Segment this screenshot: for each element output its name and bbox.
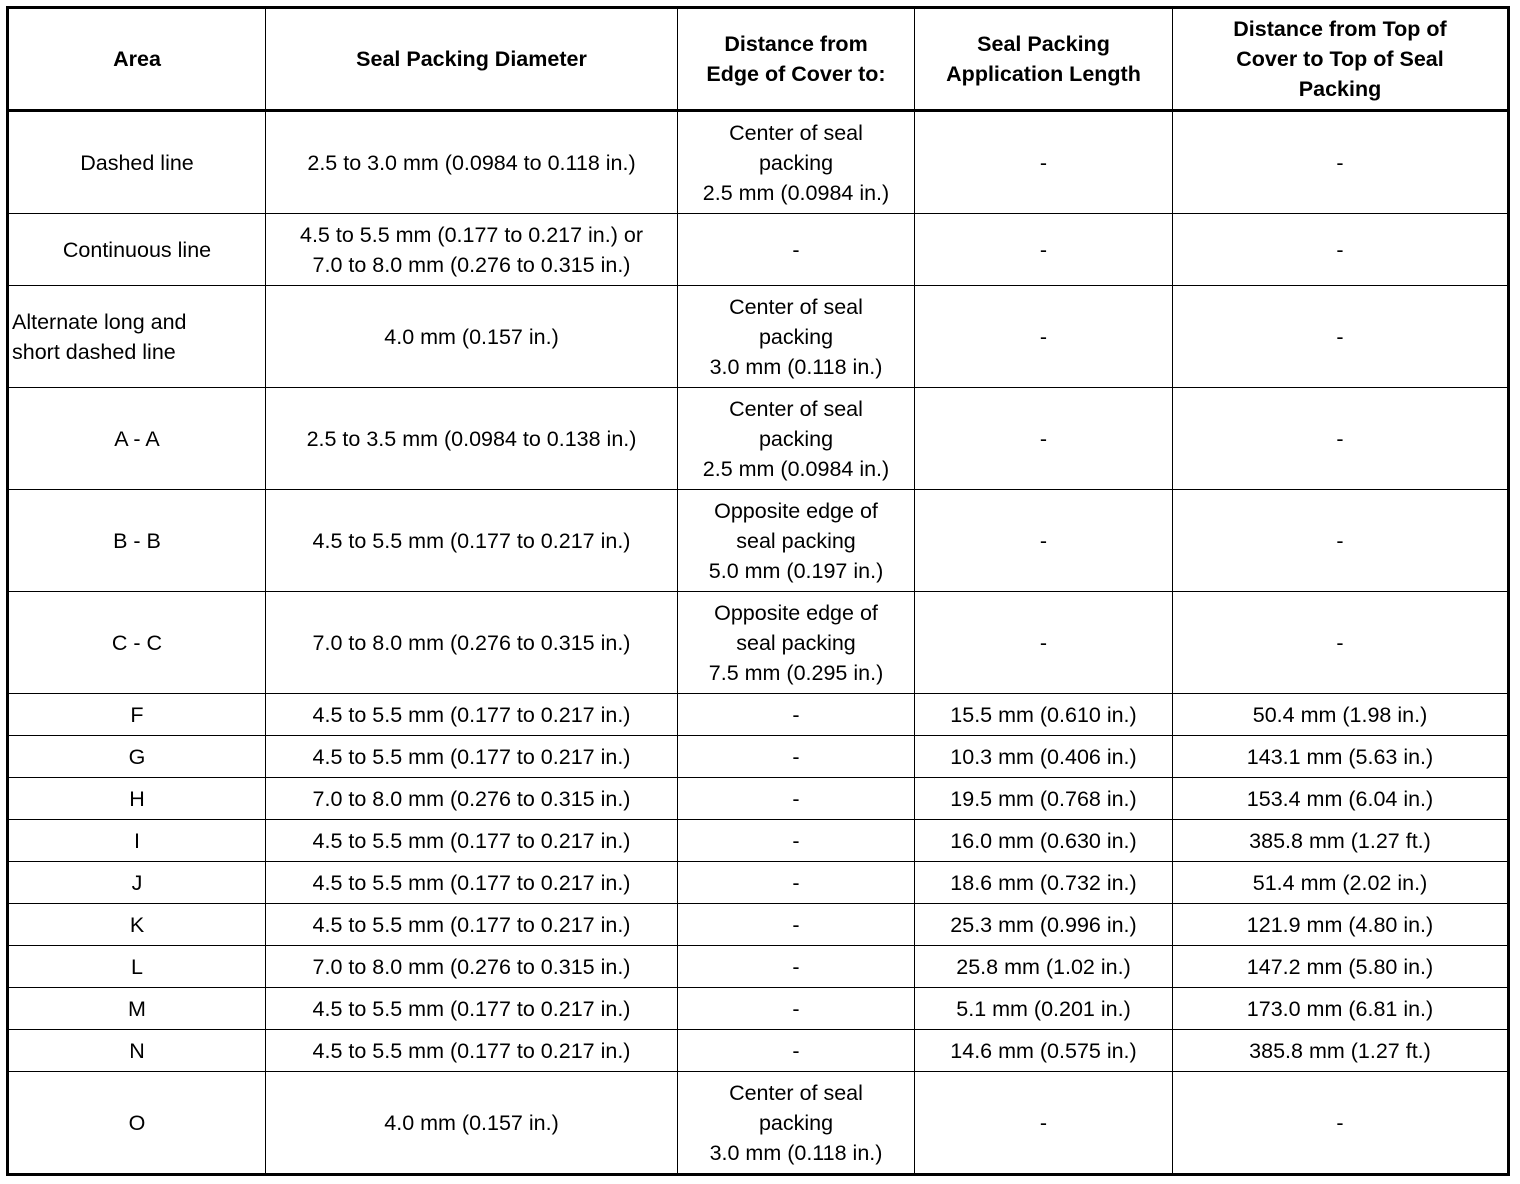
- area-cell: M: [8, 988, 266, 1030]
- table-row: [8, 388, 1509, 490]
- top-distance-cell: 173.0 mm (6.81 in.): [1173, 988, 1509, 1030]
- edge-distance-cell: -: [678, 778, 915, 820]
- length-cell: 10.3 mm (0.406 in.): [915, 736, 1173, 778]
- area-cell: Continuous line: [8, 214, 266, 286]
- area-cell: B - B: [8, 490, 266, 592]
- area-cell: F: [8, 694, 266, 736]
- diameter-cell: 7.0 to 8.0 mm (0.276 to 0.315 in.): [266, 946, 678, 988]
- diameter-cell: 4.5 to 5.5 mm (0.177 to 0.217 in.): [266, 904, 678, 946]
- diameter-cell: 2.5 to 3.5 mm (0.0984 to 0.138 in.): [266, 388, 678, 490]
- top-distance-cell: -: [1173, 592, 1509, 694]
- area-cell: Alternate long and short dashed line: [8, 286, 266, 388]
- top-distance-cell: -: [1173, 111, 1509, 214]
- length-cell: -: [915, 1072, 1173, 1175]
- table-row: [8, 592, 1509, 694]
- diameter-cell: 4.5 to 5.5 mm (0.177 to 0.217 in.): [266, 862, 678, 904]
- length-cell: 25.8 mm (1.02 in.): [915, 946, 1173, 988]
- edge-distance-cell: -: [678, 820, 915, 862]
- table-row: [8, 111, 1509, 214]
- diameter-cell: 4.0 mm (0.157 in.): [266, 1072, 678, 1175]
- top-distance-cell: 51.4 mm (2.02 in.): [1173, 862, 1509, 904]
- length-cell: -: [915, 111, 1173, 214]
- diameter-cell: 4.5 to 5.5 mm (0.177 to 0.217 in.): [266, 490, 678, 592]
- length-cell: 18.6 mm (0.732 in.): [915, 862, 1173, 904]
- diameter-cell: 2.5 to 3.0 mm (0.0984 to 0.118 in.): [266, 111, 678, 214]
- length-cell: 14.6 mm (0.575 in.): [915, 1030, 1173, 1072]
- diameter-cell: 4.5 to 5.5 mm (0.177 to 0.217 in.): [266, 820, 678, 862]
- header-distance-from-edge: Distance from Edge of Cover to:: [678, 8, 915, 111]
- table-row: [8, 988, 1509, 1030]
- table-row: [8, 946, 1509, 988]
- edge-distance-cell: -: [678, 736, 915, 778]
- table-row: [8, 694, 1509, 736]
- header-area: Area: [8, 8, 266, 111]
- area-cell: O: [8, 1072, 266, 1175]
- top-distance-cell: -: [1173, 388, 1509, 490]
- diameter-cell: 7.0 to 8.0 mm (0.276 to 0.315 in.): [266, 778, 678, 820]
- table-row: [8, 214, 1509, 286]
- diameter-cell: 4.0 mm (0.157 in.): [266, 286, 678, 388]
- table-row: [8, 904, 1509, 946]
- seal-packing-table: [6, 6, 1510, 1176]
- edge-distance-cell: -: [678, 946, 915, 988]
- table-row: [8, 1072, 1509, 1175]
- length-cell: 25.3 mm (0.996 in.): [915, 904, 1173, 946]
- header-seal-packing-diameter: Seal Packing Diameter: [266, 8, 678, 111]
- length-cell: 15.5 mm (0.610 in.): [915, 694, 1173, 736]
- header-row: [8, 8, 1509, 111]
- edge-distance-cell: Center of seal packing 2.5 mm (0.0984 in.): [678, 111, 915, 214]
- edge-distance-cell: Center of seal packing 3.0 mm (0.118 in.): [678, 1072, 915, 1175]
- edge-distance-cell: Opposite edge of seal packing 7.5 mm (0.295 in.): [678, 592, 915, 694]
- area-cell: L: [8, 946, 266, 988]
- length-cell: -: [915, 286, 1173, 388]
- top-distance-cell: 50.4 mm (1.98 in.): [1173, 694, 1509, 736]
- top-distance-cell: -: [1173, 1072, 1509, 1175]
- edge-distance-cell: Opposite edge of seal packing 5.0 mm (0.197 in.): [678, 490, 915, 592]
- header-distance-from-top: Distance from Top of Cover to Top of Seal Packing: [1173, 8, 1509, 111]
- length-cell: 5.1 mm (0.201 in.): [915, 988, 1173, 1030]
- table-row: [8, 820, 1509, 862]
- length-cell: -: [915, 592, 1173, 694]
- top-distance-cell: 147.2 mm (5.80 in.): [1173, 946, 1509, 988]
- edge-distance-cell: -: [678, 904, 915, 946]
- diameter-cell: 4.5 to 5.5 mm (0.177 to 0.217 in.): [266, 1030, 678, 1072]
- area-cell: Dashed line: [8, 111, 266, 214]
- diameter-cell: 4.5 to 5.5 mm (0.177 to 0.217 in.): [266, 988, 678, 1030]
- length-cell: 16.0 mm (0.630 in.): [915, 820, 1173, 862]
- length-cell: -: [915, 388, 1173, 490]
- edge-distance-cell: Center of seal packing 3.0 mm (0.118 in.): [678, 286, 915, 388]
- length-cell: -: [915, 490, 1173, 592]
- area-cell: G: [8, 736, 266, 778]
- diameter-cell: 4.5 to 5.5 mm (0.177 to 0.217 in.): [266, 736, 678, 778]
- length-cell: 19.5 mm (0.768 in.): [915, 778, 1173, 820]
- table-row: [8, 778, 1509, 820]
- area-cell: I: [8, 820, 266, 862]
- top-distance-cell: 153.4 mm (6.04 in.): [1173, 778, 1509, 820]
- diameter-cell: 4.5 to 5.5 mm (0.177 to 0.217 in.): [266, 694, 678, 736]
- edge-distance-cell: -: [678, 988, 915, 1030]
- diameter-cell: 7.0 to 8.0 mm (0.276 to 0.315 in.): [266, 592, 678, 694]
- top-distance-cell: -: [1173, 286, 1509, 388]
- table-row: [8, 736, 1509, 778]
- edge-distance-cell: Center of seal packing 2.5 mm (0.0984 in.): [678, 388, 915, 490]
- edge-distance-cell: -: [678, 862, 915, 904]
- area-cell: H: [8, 778, 266, 820]
- area-cell: A - A: [8, 388, 266, 490]
- header-application-length: Seal Packing Application Length: [915, 8, 1173, 111]
- area-cell: N: [8, 1030, 266, 1072]
- edge-distance-cell: -: [678, 1030, 915, 1072]
- top-distance-cell: -: [1173, 490, 1509, 592]
- table-row: [8, 1030, 1509, 1072]
- area-cell: C - C: [8, 592, 266, 694]
- diameter-cell: 4.5 to 5.5 mm (0.177 to 0.217 in.) or 7.0 to 8.0 mm (0.276 to 0.315 in.): [266, 214, 678, 286]
- top-distance-cell: 385.8 mm (1.27 ft.): [1173, 820, 1509, 862]
- table-row: [8, 286, 1509, 388]
- area-cell: J: [8, 862, 266, 904]
- edge-distance-cell: -: [678, 214, 915, 286]
- length-cell: -: [915, 214, 1173, 286]
- top-distance-cell: -: [1173, 214, 1509, 286]
- top-distance-cell: 385.8 mm (1.27 ft.): [1173, 1030, 1509, 1072]
- edge-distance-cell: -: [678, 694, 915, 736]
- top-distance-cell: 121.9 mm (4.80 in.): [1173, 904, 1509, 946]
- table-row: [8, 862, 1509, 904]
- area-cell: K: [8, 904, 266, 946]
- table-row: [8, 490, 1509, 592]
- top-distance-cell: 143.1 mm (5.63 in.): [1173, 736, 1509, 778]
